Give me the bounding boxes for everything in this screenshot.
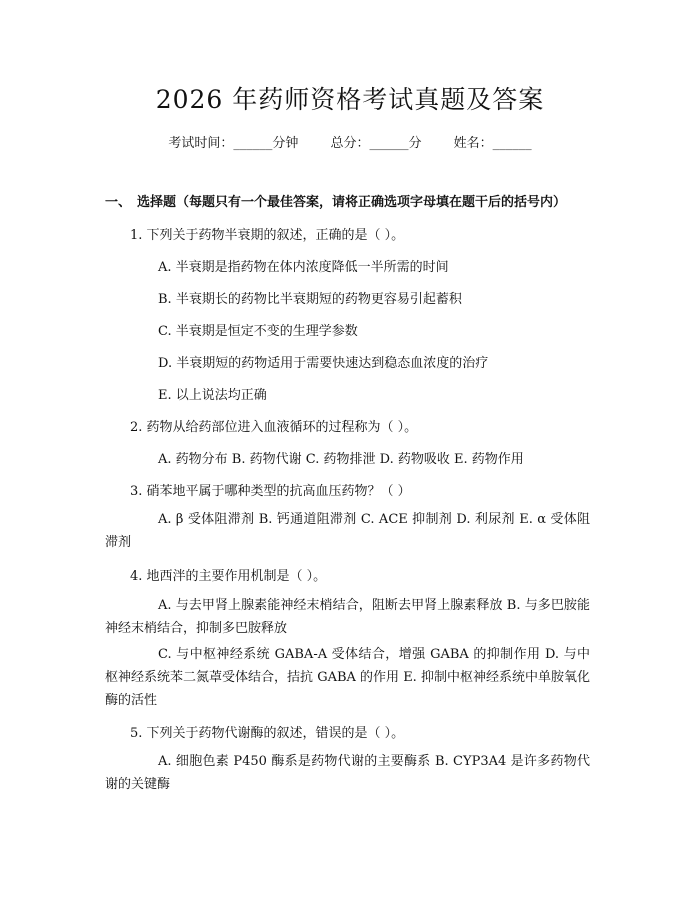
exam-time-field: 考试时间：______分钟 xyxy=(168,136,299,151)
section-heading xyxy=(105,191,566,210)
section-number: 一、 xyxy=(105,195,132,210)
section-title: 选择题（每题只有一个最佳答案，请将正确选项字母填在题干后的括号内） xyxy=(137,195,567,210)
question-1-option-b: B. 半衰期长的药物比半衰期短的药物更容易引起蓄积 xyxy=(158,292,462,307)
question-1-option-d: D. 半衰期短的药物适用于需要快速达到稳态血浓度的治疗 xyxy=(158,356,489,371)
question-4-options-ab: A. 与去甲肾上腺素能神经末梢结合，阻断去甲肾上腺素释放 B. 与多巴胺能神经末梢结合，抑制多巴胺释放 xyxy=(105,598,590,636)
question-2-options: A. 药物分布 B. 药物代谢 C. 药物排泄 D. 药物吸收 E. 药物作用 xyxy=(158,452,524,467)
question-2-stem: 2. 药物从给药部位进入血液循环的过程称为（ ）。 xyxy=(130,420,418,435)
question-5-stem: 5. 下列关于药物代谢酶的叙述，错误的是（ ）。 xyxy=(130,726,405,741)
exam-info-line xyxy=(0,132,700,151)
document-title: 2026 年药师资格考试真题及答案 xyxy=(155,85,545,114)
total-score-field: 总分：______分 xyxy=(330,136,422,151)
name-field: 姓名：______ xyxy=(453,136,532,151)
question-4-options-cde: C. 与中枢神经系统 GABA-A 受体结合，增强 GABA 的抑制作用 D. 与中枢神经系统苯二氮䓬受体结合，拮抗 GABA 的作用 E. 抑制中枢神经系统中单胺氧化酶的活性 xyxy=(105,647,590,708)
question-3-options: A. β 受体阻滞剂 B. 钙通道阻滞剂 C. ACE 抑制剂 D. 利尿剂 E. α 受体阻滞剂 xyxy=(105,512,590,550)
question-3-stem: 3. 硝苯地平属于哪种类型的抗高血压药物？（ ） xyxy=(130,484,411,499)
question-1-option-a: A. 半衰期是指药物在体内浓度降低一半所需的时间 xyxy=(158,260,449,275)
question-4-stem: 4. 地西泮的主要作用机制是（ ）。 xyxy=(130,569,327,584)
question-1-stem: 1. 下列关于药物半衰期的叙述，正确的是（ ）。 xyxy=(130,228,405,243)
question-1-option-c: C. 半衰期是恒定不变的生理学参数 xyxy=(158,324,358,339)
question-5-options: A. 细胞色素 P450 酶系是药物代谢的主要酶系 B. CYP3A4 是许多药物代谢的关键酶 xyxy=(105,754,590,792)
question-1-option-e: E. 以上说法均正确 xyxy=(158,388,267,403)
